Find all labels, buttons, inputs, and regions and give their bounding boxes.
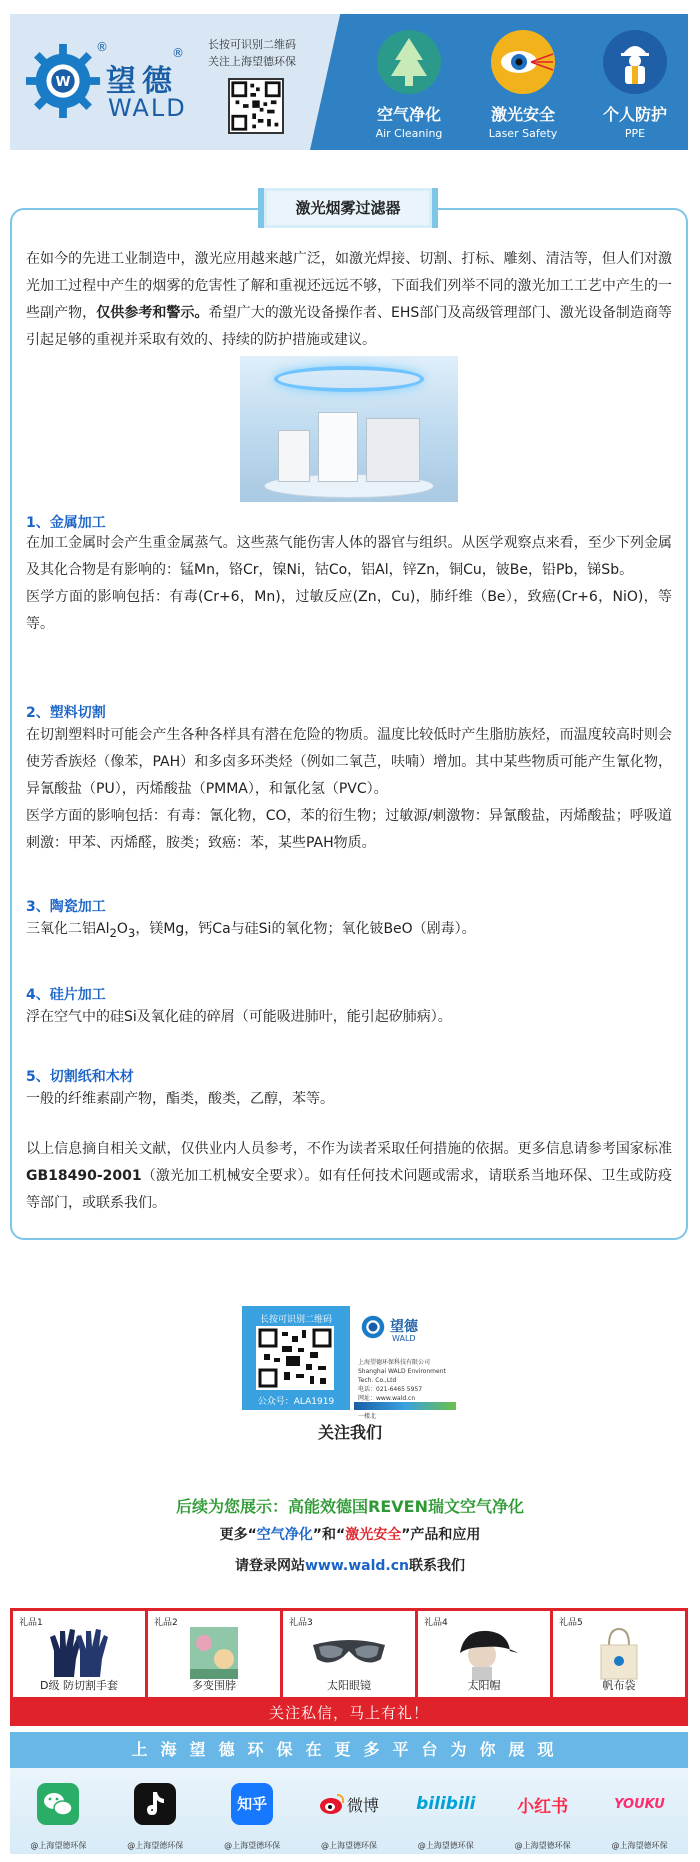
youku-icon: YOUKU [614, 1796, 665, 1812]
follow-color-bar [354, 1402, 456, 1410]
registered-mark: ® [96, 40, 108, 54]
section-1-heading: 1、金属加工 [26, 515, 106, 531]
platforms-row [10, 1768, 688, 1854]
platform-zhihu[interactable] [212, 1782, 292, 1852]
cap-icon [444, 1625, 524, 1681]
wald-gear-small-icon [358, 1312, 388, 1342]
feature-laser-safety [468, 30, 578, 140]
fume-extractor-image [240, 356, 458, 502]
wechat-icon [37, 1783, 79, 1825]
light-ring [274, 366, 424, 392]
worker-icon [603, 30, 667, 94]
article-title: 激光烟雾过滤器 [258, 188, 438, 228]
section-1-text [26, 530, 672, 638]
section-1-p2: 医学方面的影响包括：有毒(Cr+6，Mn)，过敏反应(Zn，Cu)，肺纤维（Be），致癌(Cr+6，NiO)，等等。 [26, 589, 672, 632]
gift-3-name: 太阳眼镜 [327, 1679, 371, 1692]
platform-douyin-caption: @上海望德环保 [127, 1841, 184, 1850]
website-text [0, 1555, 700, 1575]
qr-hint [208, 36, 296, 70]
feature-air-cleaning-en: Air Cleaning [375, 127, 443, 140]
platform-douyin[interactable] [115, 1782, 195, 1852]
s3-b: O [116, 921, 128, 937]
follow-company-en: Shanghai WALD Environment Tech. Co.,Ltd [358, 1368, 446, 1384]
qr-hint-line-1: 长按可识别二维码 [208, 38, 296, 51]
s3-sub2: 3 [127, 925, 136, 940]
follow-brand-en: WALD [392, 1334, 416, 1343]
section-4-text: 浮在空气中的硅Si及氧化硅的碎屑（可能吸进肺叶，能引起矽肺病）。 [26, 1009, 452, 1025]
tote-bag-icon [591, 1625, 647, 1681]
follow-phone: 电话：021-6465 5957 [358, 1386, 423, 1393]
s3-c: ，镁Mg，钙Ca与硅Si的氧化物；氧化铍BeO（剧毒）。 [135, 921, 476, 937]
section-1-p1: 在加工金属时会产生重金属蒸气。这些蒸气能伤害人体的器官与组织。从医学观察点来看，至少下列金属及其化合物是有影响的：锰Mn，铬Cr，镍Ni，钴Co，铝Al，锌Zn，铜Cu，铍Be，铅Pb，锑Sb。 [26, 535, 672, 578]
section-2-text [26, 722, 672, 857]
gift-item-1[interactable] [13, 1611, 148, 1697]
feature-air-cleaning-cn: 空气净化 [376, 105, 441, 124]
gift-5-tag: 礼品5 [559, 1618, 583, 1628]
platform-weibo[interactable] [309, 1782, 389, 1852]
more-products-text [0, 1524, 700, 1544]
sunglasses-icon [309, 1625, 389, 1681]
article-footer-note [26, 1136, 672, 1217]
gift-row [10, 1608, 688, 1700]
next-preview-text: 后续为您展示：高能效德国REVEN瑞文空气净化 [176, 1497, 524, 1516]
follow-company-name: 上海望德环保科技有限公司 [358, 1359, 431, 1366]
platform-wechat-caption: @上海望德环保 [30, 1841, 87, 1850]
section-3-heading: 3、陶瓷加工 [26, 899, 106, 915]
machine-small [278, 430, 310, 482]
feature-ppe-en: PPE [624, 127, 646, 140]
follow-brand-cn: 望德 [390, 1319, 418, 1335]
feature-air-cleaning [354, 30, 464, 140]
section-5-heading: 5、切割纸和木材 [26, 1069, 134, 1085]
gift-4-name: 太阳帽 [467, 1679, 501, 1692]
platform-xiaohongshu[interactable] [503, 1782, 583, 1852]
machine-tall [318, 412, 358, 482]
section-2-p2: 医学方面的影响包括：有毒：氰化物，CO，苯的衍生物；过敏源/刺激物：异氰酸盐，丙烯酸盐；呼吸道刺激：甲苯、丙烯醛，胺类；致癌：苯，某些PAH物质。 [26, 808, 672, 851]
gift-item-4[interactable] [418, 1611, 553, 1697]
website-link[interactable]: www.wald.cn [304, 1558, 409, 1574]
s3-sub1: 2 [109, 925, 117, 940]
platforms-banner: 上海望德环保在更多平台为你展现 [10, 1732, 688, 1768]
gift-2-name: 多变围脖 [192, 1679, 236, 1692]
gift-banner[interactable]: 关注私信，马上有礼！ [10, 1700, 688, 1726]
follow-public-id: 公众号：ALA1919 [257, 1397, 335, 1407]
follow-us-label: 关注我们 [317, 1423, 382, 1442]
more-b: ”和“ [312, 1527, 346, 1543]
gift-1-tag: 礼品1 [19, 1618, 43, 1628]
glove-icon [44, 1625, 114, 1681]
section-4-heading: 4、硅片加工 [26, 987, 106, 1003]
gift-3-tag: 礼品3 [289, 1618, 313, 1628]
s3-a: 三氧化二铝Al [26, 921, 110, 937]
footer-b: （激光加工机械安全要求）。如有任何技术问题或需求，请联系当地环保、卫生或防疫等部门，或联系我们。 [26, 1168, 672, 1211]
more-laser: 激光安全 [345, 1527, 402, 1543]
follow-address: 一楼北 [358, 1413, 377, 1420]
gift-2-tag: 礼品2 [154, 1618, 178, 1628]
more-c: ”产品和应用 [401, 1527, 481, 1543]
brand-name-en: WALD [108, 94, 187, 122]
xiaohongshu-icon: 小红书 [517, 1796, 569, 1817]
gift-item-3[interactable] [283, 1611, 418, 1697]
platform-wechat[interactable] [18, 1782, 98, 1852]
platform-youku[interactable] [599, 1782, 679, 1852]
section-2-p1: 在切割塑料时可能会产生各种各样具有潜在危险的物质。温度比较低时产生脂肪族烃，而温度较高时则会使芳香族烃（像苯，PAH）和多卤多环类烃（例如二氧芑，呋喃）增加。其中某些物质可能产生氰化物，异氰酸盐（PU），丙烯酸盐（PMMA），和氰化氢（PVC）。 [26, 727, 672, 797]
follow-company-info [358, 1358, 456, 1421]
footer-a: 以上信息摘自相关文献，仅供业内人员参考，不作为读者采取任何措施的依据。更多信息请参考国家标准 [26, 1141, 672, 1157]
follow-qr-panel [242, 1306, 350, 1410]
feature-laser-safety-en: Laser Safety [488, 127, 558, 140]
section-3-text [26, 916, 672, 947]
intro-bold: 仅供参考和警示。 [96, 305, 209, 321]
machine-large [366, 418, 420, 482]
platform-zhihu-caption: @上海望德环保 [224, 1841, 281, 1850]
svg-text:W: W [55, 73, 71, 90]
follow-web: 网址：www.wald.cn [358, 1395, 416, 1402]
wald-gear-logo-icon [24, 42, 102, 120]
tree-icon [377, 30, 441, 94]
intro-text: 在如今的先进工业制造中，激光应用越来越广泛，如激光焊接、切割、打标、雕刻、清洁等，但人们对激光加工过程中产生的烟雾的危害性了解和重视还远远不够，下面我们列举不同的激光加工工艺中产生的一些副产物， [26, 251, 672, 321]
gift-item-5[interactable] [553, 1611, 685, 1697]
feature-ppe [580, 30, 688, 140]
more-air: 空气净化 [256, 1527, 313, 1543]
qr-code-icon[interactable] [228, 78, 284, 134]
platform-bilibili-caption: @上海望德环保 [417, 1841, 474, 1850]
platform-bilibili[interactable] [406, 1782, 486, 1852]
douyin-icon [134, 1783, 176, 1825]
footer-standard: GB18490-2001 [26, 1168, 142, 1184]
follow-qr-hint: 长按可识别二维码 [259, 1315, 332, 1325]
registered-mark-2: ® [172, 46, 184, 60]
intro-text-2: 希望广大的激光设备操作者、EHS部门及高级管理部门、激光设备制造商等引起足够的重视并采取有效的、持续的防护措施或建议。 [26, 305, 673, 348]
weibo-icon [319, 1793, 345, 1815]
feature-laser-safety-cn: 激光安全 [490, 105, 555, 124]
brand-name-cn: 望德 [106, 64, 178, 99]
platform-youku-caption: @上海望德环保 [611, 1841, 668, 1850]
web-b: 联系我们 [409, 1558, 465, 1574]
follow-card [242, 1306, 456, 1420]
gift-1-name: D级 防切割手套 [40, 1679, 118, 1692]
qr-hint-line-2: 关注上海望德环保 [208, 55, 296, 68]
zhihu-icon: 知乎 [231, 1783, 273, 1825]
platform-weibo-caption: @上海望德环保 [320, 1841, 377, 1850]
article-intro [26, 246, 672, 354]
gift-item-2[interactable] [148, 1611, 283, 1697]
feature-ppe-cn: 个人防护 [602, 105, 667, 124]
web-a: 请登录网站 [234, 1558, 305, 1574]
scarf-icon [184, 1625, 244, 1681]
gift-5-name: 帆布袋 [602, 1679, 636, 1692]
eye-laser-icon [491, 30, 555, 94]
more-a: 更多“ [219, 1527, 257, 1543]
section-5-text: 一般的纤维素副产物，酯类，酸类，乙醇，苯等。 [26, 1091, 334, 1107]
bilibili-icon: bilibili [416, 1794, 476, 1814]
follow-company-panel [354, 1306, 456, 1420]
header-banner [10, 14, 688, 150]
weibo-label: 微博 [346, 1795, 379, 1815]
follow-qr-code-icon[interactable] [256, 1326, 334, 1390]
section-2-heading: 2、塑料切割 [26, 705, 106, 721]
gift-4-tag: 礼品4 [424, 1618, 448, 1628]
platform-xiaohongshu-caption: @上海望德环保 [514, 1841, 571, 1850]
